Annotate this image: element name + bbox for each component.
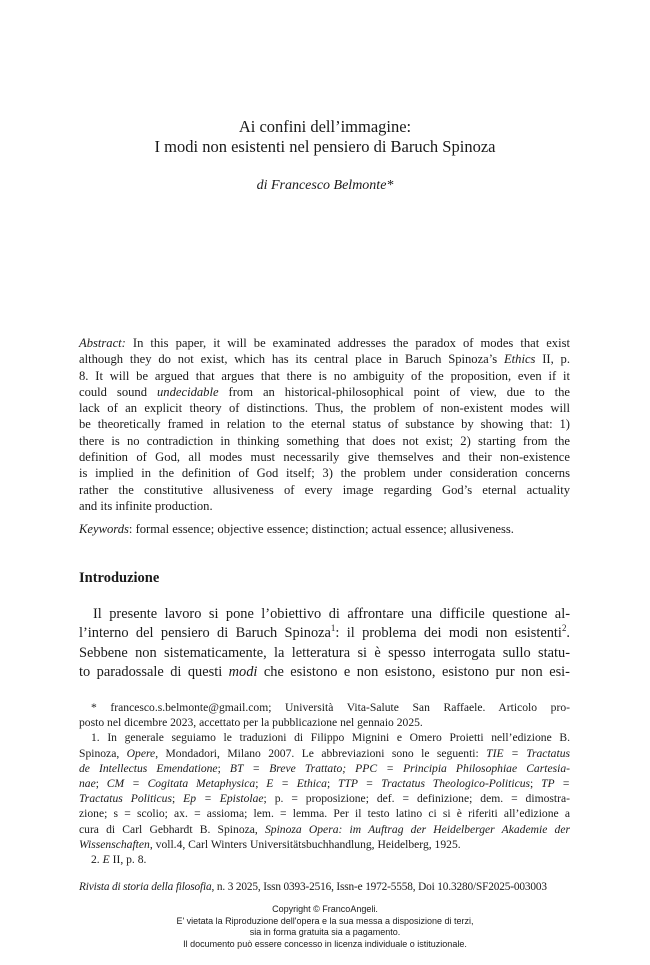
footnote-2-line: 2. E II, p. 8. bbox=[91, 853, 147, 867]
abstract-line: definition of God, all modes must necessarily give themselves and their non-existence bbox=[79, 450, 570, 465]
body-line: l’interno del pensiero di Baruch Spinoza$^1$: il problema dei modi non esistenti$^2$. bbox=[79, 623, 570, 642]
abstract-line: Abstract: In this paper, it will be examinated addresses the paradox of modes that exist bbox=[79, 336, 570, 350]
footnote-1-line: 1. In generale seguiamo le traduzioni di Filippo Mignini e Omero Proietti nell’edizione B. bbox=[91, 731, 570, 745]
footnote-1-line: de Intellectus Emendatione; BT = Breve Trattato; PPC = Principia Philosophiae Cartesia- bbox=[79, 761, 570, 775]
journal-details: , n. 3 2025, Issn 0393-2516, Issn-e 1972-5558, Doi 10.3280/SF2025-003003 bbox=[211, 881, 547, 893]
copyright-line: Il documento può essere concesso in licenza individuale o istituzionale. bbox=[183, 938, 467, 949]
abstract-line: is implied in the definition of God itself; 3) the problem under consideration concerns bbox=[79, 466, 570, 481]
footnote-ref-2: 2 bbox=[561, 623, 567, 634]
journal-citation bbox=[79, 880, 570, 894]
section-heading: Introduzione bbox=[79, 570, 160, 586]
abstract-line: lack of an explicit theory of distinctions. Thus, the problem of non-existent modes will bbox=[79, 401, 570, 416]
abstract-line: be theoretically framed in relation to the eternal status of substance by showing that: 1) bbox=[79, 417, 570, 432]
footnote-1-line: zione; s = scolio; ax. = assioma; lem. = lemma. Per il testo latino ci si è riferiti all’edizione a bbox=[79, 807, 570, 821]
abstract bbox=[79, 335, 570, 514]
footnote-star-line: * francesco.s.belmonte@gmail.com; Università Vita-Salute San Raffaele. Articolo pro- bbox=[91, 701, 570, 714]
copyright-line: Copyright © FrancoAngeli. bbox=[272, 904, 378, 914]
abstract-line: and its infinite production. bbox=[79, 498, 213, 513]
keywords-text: : formal essence; objective essence; distinction; actual essence; allusiveness. bbox=[128, 522, 514, 536]
journal-name: Rivista di storia della filosofia bbox=[79, 881, 212, 893]
footnote-1-line: Spinoza, Opere, Mondadori, Milano 2007. Le abbreviazioni sono le seguenti: TIE = Tractatus bbox=[79, 746, 570, 760]
body-line: Sebbene non sistematicamente, la letteratura si è spesso interrogata sullo statu- bbox=[79, 644, 570, 661]
footnotes bbox=[79, 700, 570, 867]
abstract-line: 8. It will be argued that argues that there is no ambiguity of the proposition, even if it bbox=[79, 368, 570, 383]
keywords bbox=[79, 521, 570, 537]
author-byline: di Francesco Belmonte* bbox=[256, 178, 394, 193]
article-title-line-1: Ai confini dell’immagine: bbox=[238, 117, 412, 136]
body-line: Il presente lavoro si pone l’obiettivo di affrontare una difficile questione al- bbox=[93, 606, 570, 622]
abstract-line: although they do not exist, which has its central place in Baruch Spinoza’s Ethics II, p. bbox=[79, 352, 570, 367]
abstract-line: rather the constitutive allusiveness of every image regarding God’s eternal actuality bbox=[79, 482, 570, 497]
abstract-line: there is no contradiction in thinking something that does not exist; 2) starting from the bbox=[79, 433, 570, 448]
abstract-line: could sound undecidable from an historical-philosophical point of view, due to the bbox=[79, 384, 571, 399]
article-title-line-2: I modi non esistenti nel pensiero di Baruch Spinoza bbox=[154, 137, 496, 156]
footnote-1-line: cura di Carl Gebhardt B. Spinoza, Spinoza Opera: im Auftrag der Heidelberger Akademie der bbox=[79, 822, 570, 836]
body-paragraph bbox=[79, 605, 570, 682]
abstract-label: Abstract: bbox=[79, 336, 126, 350]
body-line: to paradossale di questi modi che esistono e non esistono, esistono pur non esi- bbox=[79, 663, 570, 680]
copyright-notice bbox=[0, 904, 650, 950]
footnote-ref-1: 1 bbox=[330, 623, 336, 634]
keywords-label: Keywords bbox=[79, 522, 129, 536]
footnote-1-line: Tractatus Politicus; Ep = Epistolae; p. = proposizione; def. = definizione; dem. = dimostra- bbox=[79, 792, 570, 806]
copyright-line: sia in forma gratuita sia a pagamento. bbox=[249, 927, 401, 937]
footnote-star-line: posto nel dicembre 2023, accettato per la pubblicazione nel gennaio 2025. bbox=[79, 716, 423, 730]
copyright-line: E' vietata la Riproduzione dell'opera e la sua messa a disposizione di terzi, bbox=[176, 915, 474, 926]
footnote-1-line: Wissenschaften, voll.4, Carl Winters Universitätsbuchhandlung, Heidelberg, 1925. bbox=[79, 837, 461, 851]
footnote-1-line: nae; CM = Cogitata Metaphysica; E = Ethica; TTP = Tractatus Theologico-Politicus; TP = bbox=[79, 777, 570, 791]
